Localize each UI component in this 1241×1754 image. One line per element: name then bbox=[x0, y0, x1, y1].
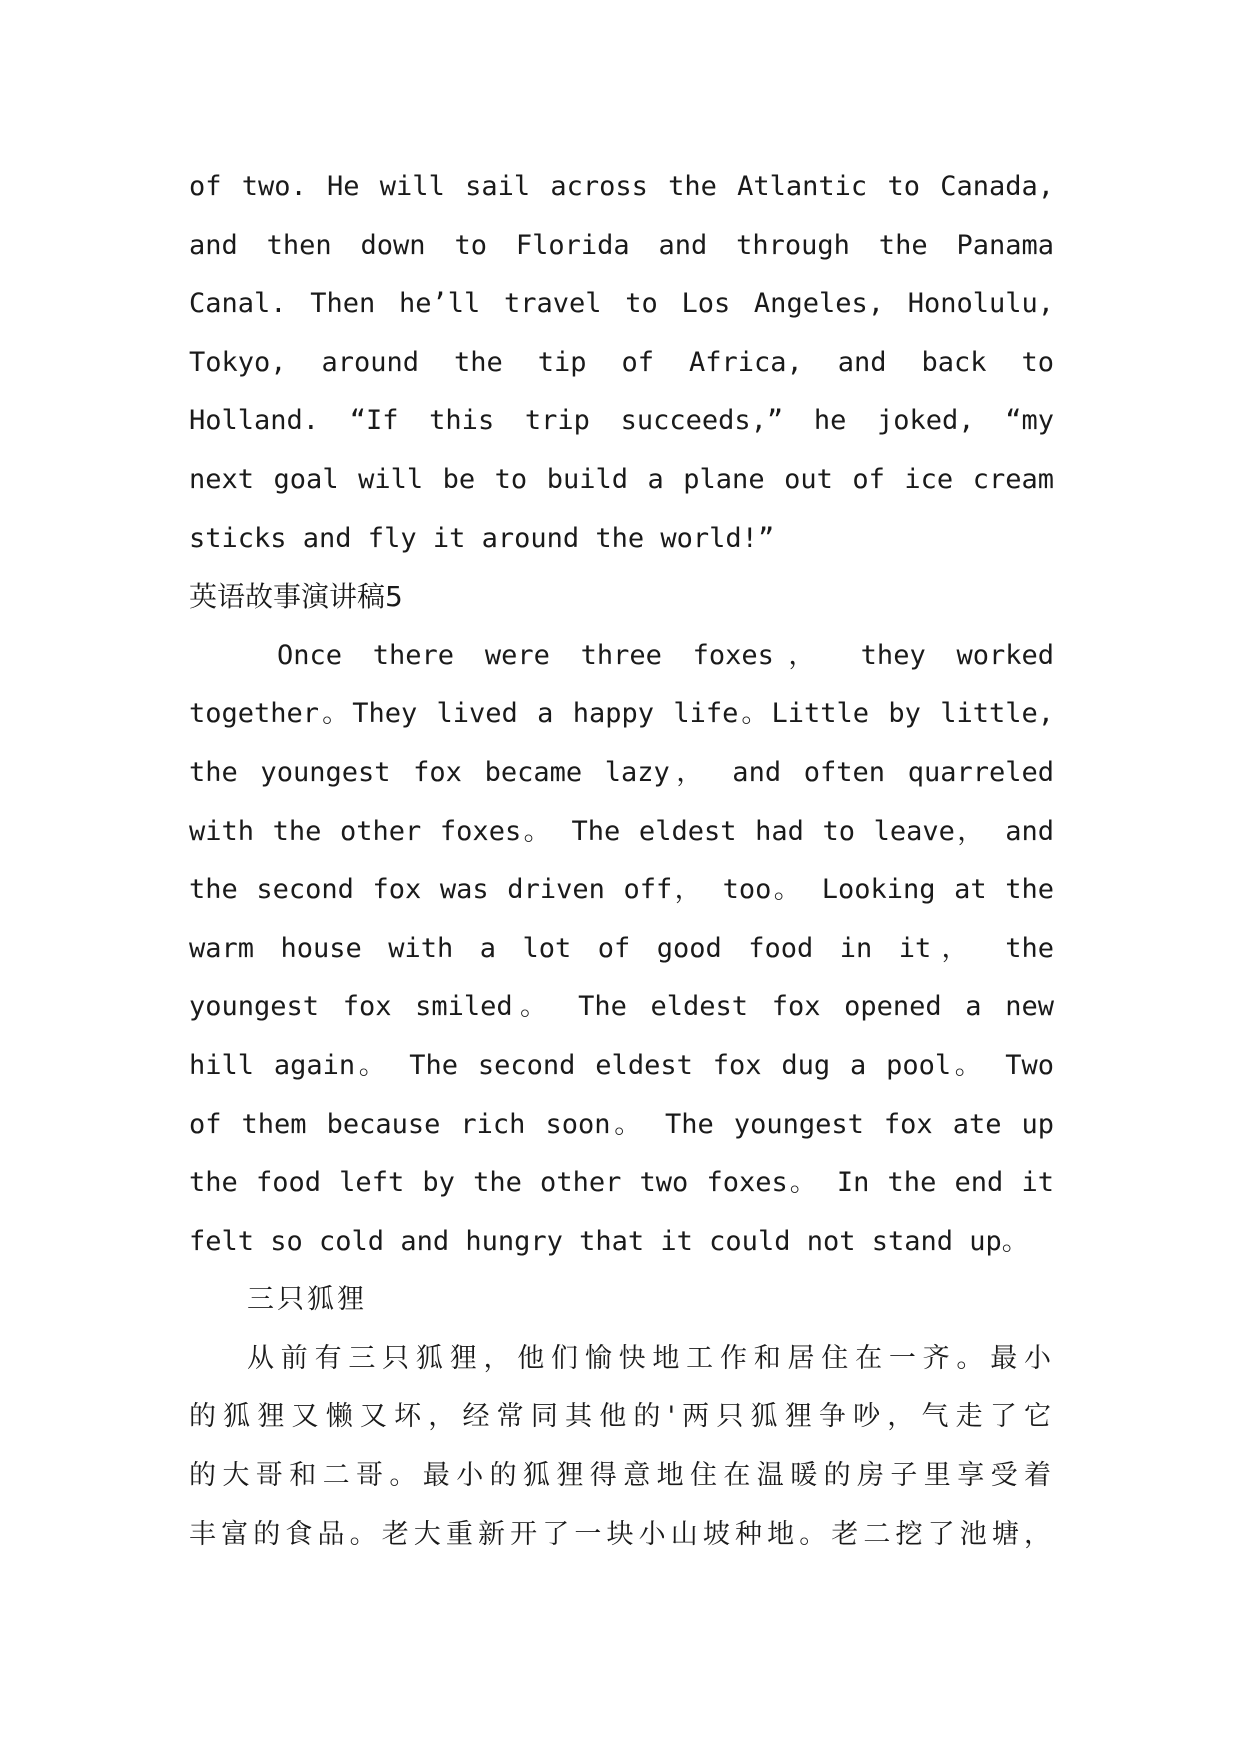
chinese-title: 三只狐狸 bbox=[247, 1284, 367, 1316]
page-content bbox=[189, 158, 1054, 1564]
text-line: and then down to Florida and through the Panama bbox=[189, 229, 1054, 261]
text-line: 丰富的食品。老大重新开了一块小山坡种地。老二挖了池塘， bbox=[189, 1518, 1054, 1550]
paragraph-travel-story bbox=[189, 158, 1054, 568]
text-line: warm house with a lot of good food in it， the bbox=[189, 932, 1054, 964]
text-line: next goal will be to build a plane out of ice cream bbox=[189, 463, 1054, 495]
text-line: 从前有三只狐狸，他们愉快地工作和居住在一齐。最小 bbox=[247, 1342, 1054, 1374]
text-line: sticks and fly it around the world!” bbox=[189, 522, 775, 554]
text-line: Tokyo, around the tip of Africa, and back to bbox=[189, 346, 1054, 378]
text-line: felt so cold and hungry that it could not stand up。 bbox=[189, 1225, 1029, 1257]
paragraph-three-foxes-english bbox=[189, 627, 1054, 1272]
text-line: Once there were three foxes， they worked bbox=[277, 639, 1054, 671]
text-line: together。They lived a happy life。Little by little, bbox=[189, 698, 1054, 730]
text-line: of them because rich soon。 The youngest fox ate up bbox=[189, 1108, 1054, 1140]
text-line: Canal. Then he’ll travel to Los Angeles, Honolulu, bbox=[189, 288, 1054, 320]
text-line: Holland. “If this trip succeeds,” he joked, “my bbox=[189, 405, 1054, 437]
text-line: the food left by the other two foxes。 In the end it bbox=[189, 1167, 1054, 1199]
text-line: 的大哥和二哥。最小的狐狸得意地住在温暖的房子里享受着 bbox=[189, 1460, 1054, 1492]
section-heading: 英语故事演讲稿5 bbox=[189, 580, 403, 614]
text-line: the youngest fox became lazy， and often quarreled bbox=[189, 756, 1054, 788]
text-line: youngest fox smiled。 The eldest fox opened a new bbox=[189, 991, 1054, 1023]
text-line: of two. He will sail across the Atlantic to Canada, bbox=[189, 171, 1054, 202]
paragraph-three-foxes-chinese bbox=[189, 1330, 1054, 1564]
text-line: 的狐狸又懒又坏，经常同其他的'两只狐狸争吵，气走了它 bbox=[189, 1401, 1054, 1433]
text-line: with the other foxes。 The eldest had to leave， and bbox=[189, 815, 1054, 847]
text-line: the second fox was driven off， too。 Looking at the bbox=[189, 874, 1054, 906]
text-line: hill again。 The second eldest fox dug a pool。 Two bbox=[189, 1049, 1054, 1081]
